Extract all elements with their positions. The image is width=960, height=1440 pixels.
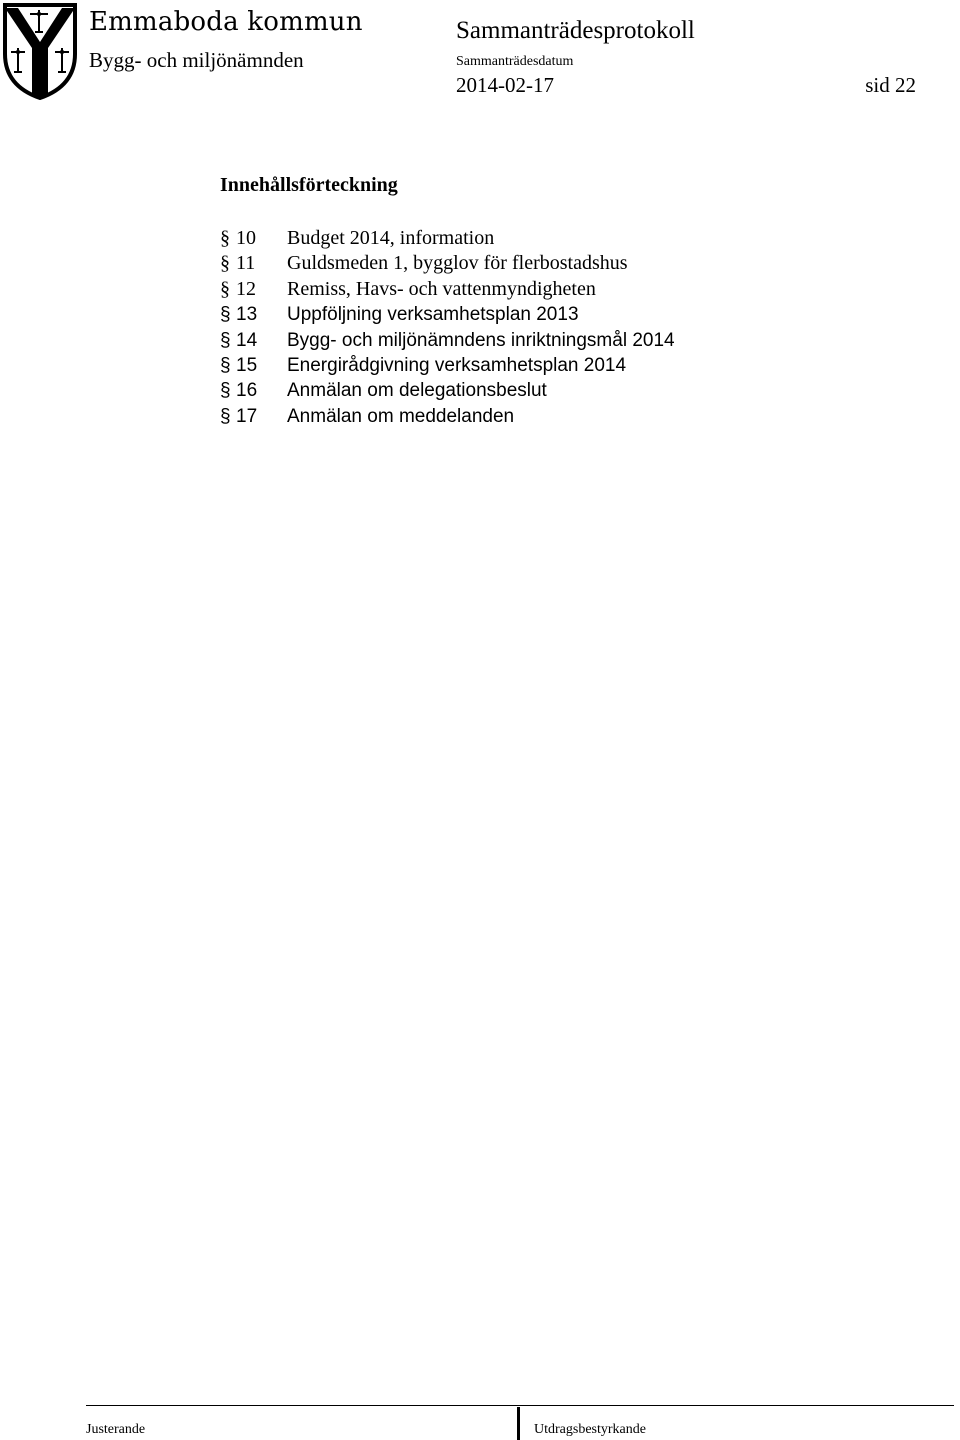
toc-item-title: Anmälan om meddelanden [287,405,515,427]
toc-item-number: 10 [236,227,256,249]
toc-item-title: Guldsmeden 1, bygglov för flerbostadshus [287,252,628,275]
department-name: Bygg- och miljönämnden [89,48,304,72]
paragraph-sign: § [220,354,231,376]
footer-justerande-label: Justerande [86,1422,146,1437]
toc-item-title: Budget 2014, information [287,227,495,249]
toc-item-title: Uppföljning verksamhetsplan 2013 [287,304,579,326]
toc-item-number: 13 [236,304,258,326]
toc-item-number: 14 [236,329,258,351]
paragraph-sign: § [220,277,230,300]
toc-item-number: 16 [236,380,258,402]
toc-item-title: Anmälan om delegationsbeslut [287,380,547,402]
paragraph-sign: § [220,227,230,249]
date-label: Sammanträdesdatum [456,54,574,69]
paragraph-sign: § [220,329,231,351]
toc-item-number: 15 [236,354,258,376]
coat-of-arms-icon [2,2,78,100]
footer-rule [86,1405,954,1406]
toc-item-title: Remiss, Havs- och vattenmyndigheten [287,277,596,300]
footer-divider [517,1407,520,1440]
paragraph-sign: § [220,380,231,402]
toc-heading: Innehållsförteckning [220,174,398,196]
paragraph-sign: § [220,304,231,326]
paragraph-sign: § [220,252,230,275]
document-type: Sammanträdesprotokoll [456,17,695,44]
paragraph-sign: § [220,405,231,427]
organization-name: Emmaboda kommun [89,7,363,37]
meeting-date: 2014-02-17 [456,73,554,97]
toc-item-title: Energirådgivning verksamhetsplan 2014 [287,354,627,376]
footer-utdragsbestyrkande-label: Utdragsbestyrkande [534,1422,646,1437]
toc-item-number: 17 [236,405,258,427]
toc-item-number: 12 [236,277,256,300]
toc-item-title: Bygg- och miljönämndens inriktningsmål 2014 [287,329,675,351]
toc-item-number: 11 [236,252,256,275]
page-number: sid 22 [865,73,916,97]
